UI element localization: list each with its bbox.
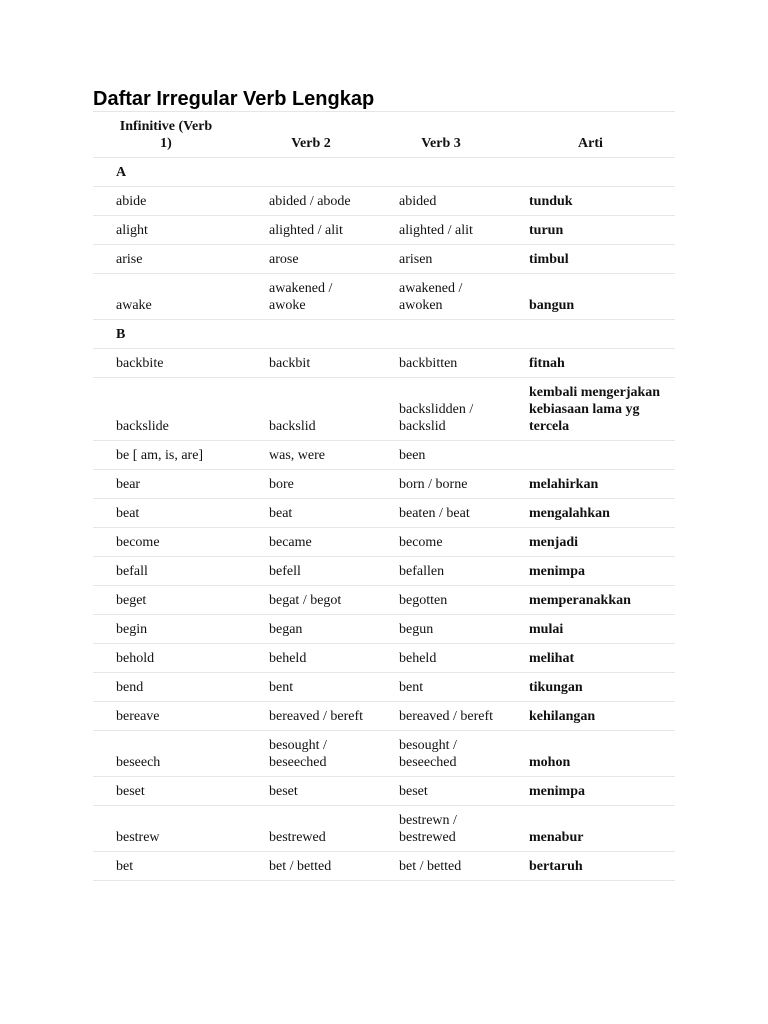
cell-verb2: began [246, 615, 376, 644]
cell-verb3: been [376, 441, 506, 470]
cell-verb2: abided / abode [246, 187, 376, 216]
cell-verb3: beaten / beat [376, 499, 506, 528]
cell-verb3: born / borne [376, 470, 506, 499]
table-row [93, 245, 675, 274]
table-row [93, 528, 675, 557]
table-row [93, 557, 675, 586]
table-row [93, 777, 675, 806]
cell-infinitive: behold [93, 644, 246, 673]
cell-arti: menimpa [506, 777, 675, 806]
cell-infinitive: abide [93, 187, 246, 216]
page-title: Daftar Irregular Verb Lengkap [93, 88, 375, 110]
cell-infinitive: beset [93, 777, 246, 806]
cell-infinitive: backslide [93, 378, 246, 441]
cell-verb2: beat [246, 499, 376, 528]
cell-verb3: begotten [376, 586, 506, 615]
cell-infinitive: bet [93, 852, 246, 881]
table-row [93, 187, 675, 216]
cell-verb2: awakened / awoke [246, 274, 376, 320]
cell-arti: bertaruh [506, 852, 675, 881]
cell-verb3: bestrewn / bestrewed [376, 806, 506, 852]
table-row [93, 806, 675, 852]
cell-verb2: bereaved / bereft [246, 702, 376, 731]
cell-verb2: backslid [246, 378, 376, 441]
cell-infinitive: be [ am, is, are] [93, 441, 246, 470]
table-row [93, 349, 675, 378]
cell-arti: kehilangan [506, 702, 675, 731]
cell-infinitive: bereave [93, 702, 246, 731]
cell-verb3: bent [376, 673, 506, 702]
cell-verb2: backbit [246, 349, 376, 378]
cell-infinitive: awake [93, 274, 246, 320]
cell-verb2: bestrewed [246, 806, 376, 852]
cell-verb3: arisen [376, 245, 506, 274]
cell-verb3: awakened / awoken [376, 274, 506, 320]
cell-verb3: besought / beseeched [376, 731, 506, 777]
cell-arti [506, 320, 675, 349]
cell-arti [506, 158, 675, 187]
cell-arti: tunduk [506, 187, 675, 216]
cell-arti: timbul [506, 245, 675, 274]
cell-verb2: was, were [246, 441, 376, 470]
cell-verb2: beset [246, 777, 376, 806]
table-row [93, 378, 675, 441]
table-row [93, 644, 675, 673]
letter-divider-row [93, 320, 675, 349]
cell-verb3: beheld [376, 644, 506, 673]
cell-verb2: became [246, 528, 376, 557]
cell-verb3: beset [376, 777, 506, 806]
cell-infinitive: bear [93, 470, 246, 499]
cell-verb3: begun [376, 615, 506, 644]
table-row [93, 470, 675, 499]
table-row [93, 852, 675, 881]
cell-arti: bangun [506, 274, 675, 320]
cell-infinitive: beat [93, 499, 246, 528]
cell-infinitive: bestrew [93, 806, 246, 852]
cell-verb2: beheld [246, 644, 376, 673]
table-row [93, 216, 675, 245]
cell-verb3: backbitten [376, 349, 506, 378]
cell-infinitive: beget [93, 586, 246, 615]
cell-verb2: bore [246, 470, 376, 499]
cell-infinitive: beseech [93, 731, 246, 777]
cell-verb3: abided [376, 187, 506, 216]
cell-arti [506, 441, 675, 470]
cell-infinitive: become [93, 528, 246, 557]
cell-arti: menimpa [506, 557, 675, 586]
cell-verb2 [246, 320, 376, 349]
letter-divider-row [93, 158, 675, 187]
header-arti: Arti [506, 112, 675, 158]
cell-verb3: backslidden / backslid [376, 378, 506, 441]
cell-verb3: alighted / alit [376, 216, 506, 245]
cell-arti: melahirkan [506, 470, 675, 499]
cell-verb2: alighted / alit [246, 216, 376, 245]
cell-infinitive: begin [93, 615, 246, 644]
cell-infinitive: B [93, 320, 246, 349]
cell-verb2: begat / begot [246, 586, 376, 615]
header-verb2: Verb 2 [246, 112, 376, 158]
cell-verb3: bereaved / bereft [376, 702, 506, 731]
table-row [93, 499, 675, 528]
cell-infinitive: backbite [93, 349, 246, 378]
cell-verb3 [376, 320, 506, 349]
table-row [93, 586, 675, 615]
table-row [93, 274, 675, 320]
cell-infinitive: arise [93, 245, 246, 274]
cell-infinitive: bend [93, 673, 246, 702]
cell-verb2: befell [246, 557, 376, 586]
cell-verb2: bent [246, 673, 376, 702]
cell-arti: mulai [506, 615, 675, 644]
cell-verb3: bet / betted [376, 852, 506, 881]
cell-arti: mengalahkan [506, 499, 675, 528]
cell-infinitive: A [93, 158, 246, 187]
table-row [93, 702, 675, 731]
cell-verb2: bet / betted [246, 852, 376, 881]
cell-arti: memperanakkan [506, 586, 675, 615]
cell-verb2: arose [246, 245, 376, 274]
cell-arti: fitnah [506, 349, 675, 378]
cell-infinitive: alight [93, 216, 246, 245]
header-verb3: Verb 3 [376, 112, 506, 158]
cell-arti: menabur [506, 806, 675, 852]
cell-verb2 [246, 158, 376, 187]
cell-verb3: become [376, 528, 506, 557]
cell-infinitive: befall [93, 557, 246, 586]
cell-arti: mohon [506, 731, 675, 777]
cell-arti: turun [506, 216, 675, 245]
header-infinitive: Infinitive (Verb 1) [93, 112, 246, 158]
cell-arti: melihat [506, 644, 675, 673]
cell-verb3: befallen [376, 557, 506, 586]
cell-arti: tikungan [506, 673, 675, 702]
table-body [93, 158, 675, 881]
irregular-verb-table [93, 111, 675, 881]
table-row [93, 673, 675, 702]
table-row [93, 615, 675, 644]
cell-arti: menjadi [506, 528, 675, 557]
table-row [93, 441, 675, 470]
cell-verb3 [376, 158, 506, 187]
cell-arti: kembali mengerjakan kebiasaan lama yg tercela [506, 378, 675, 441]
table-header-row [93, 112, 675, 158]
table-row [93, 731, 675, 777]
cell-verb2: besought / beseeched [246, 731, 376, 777]
